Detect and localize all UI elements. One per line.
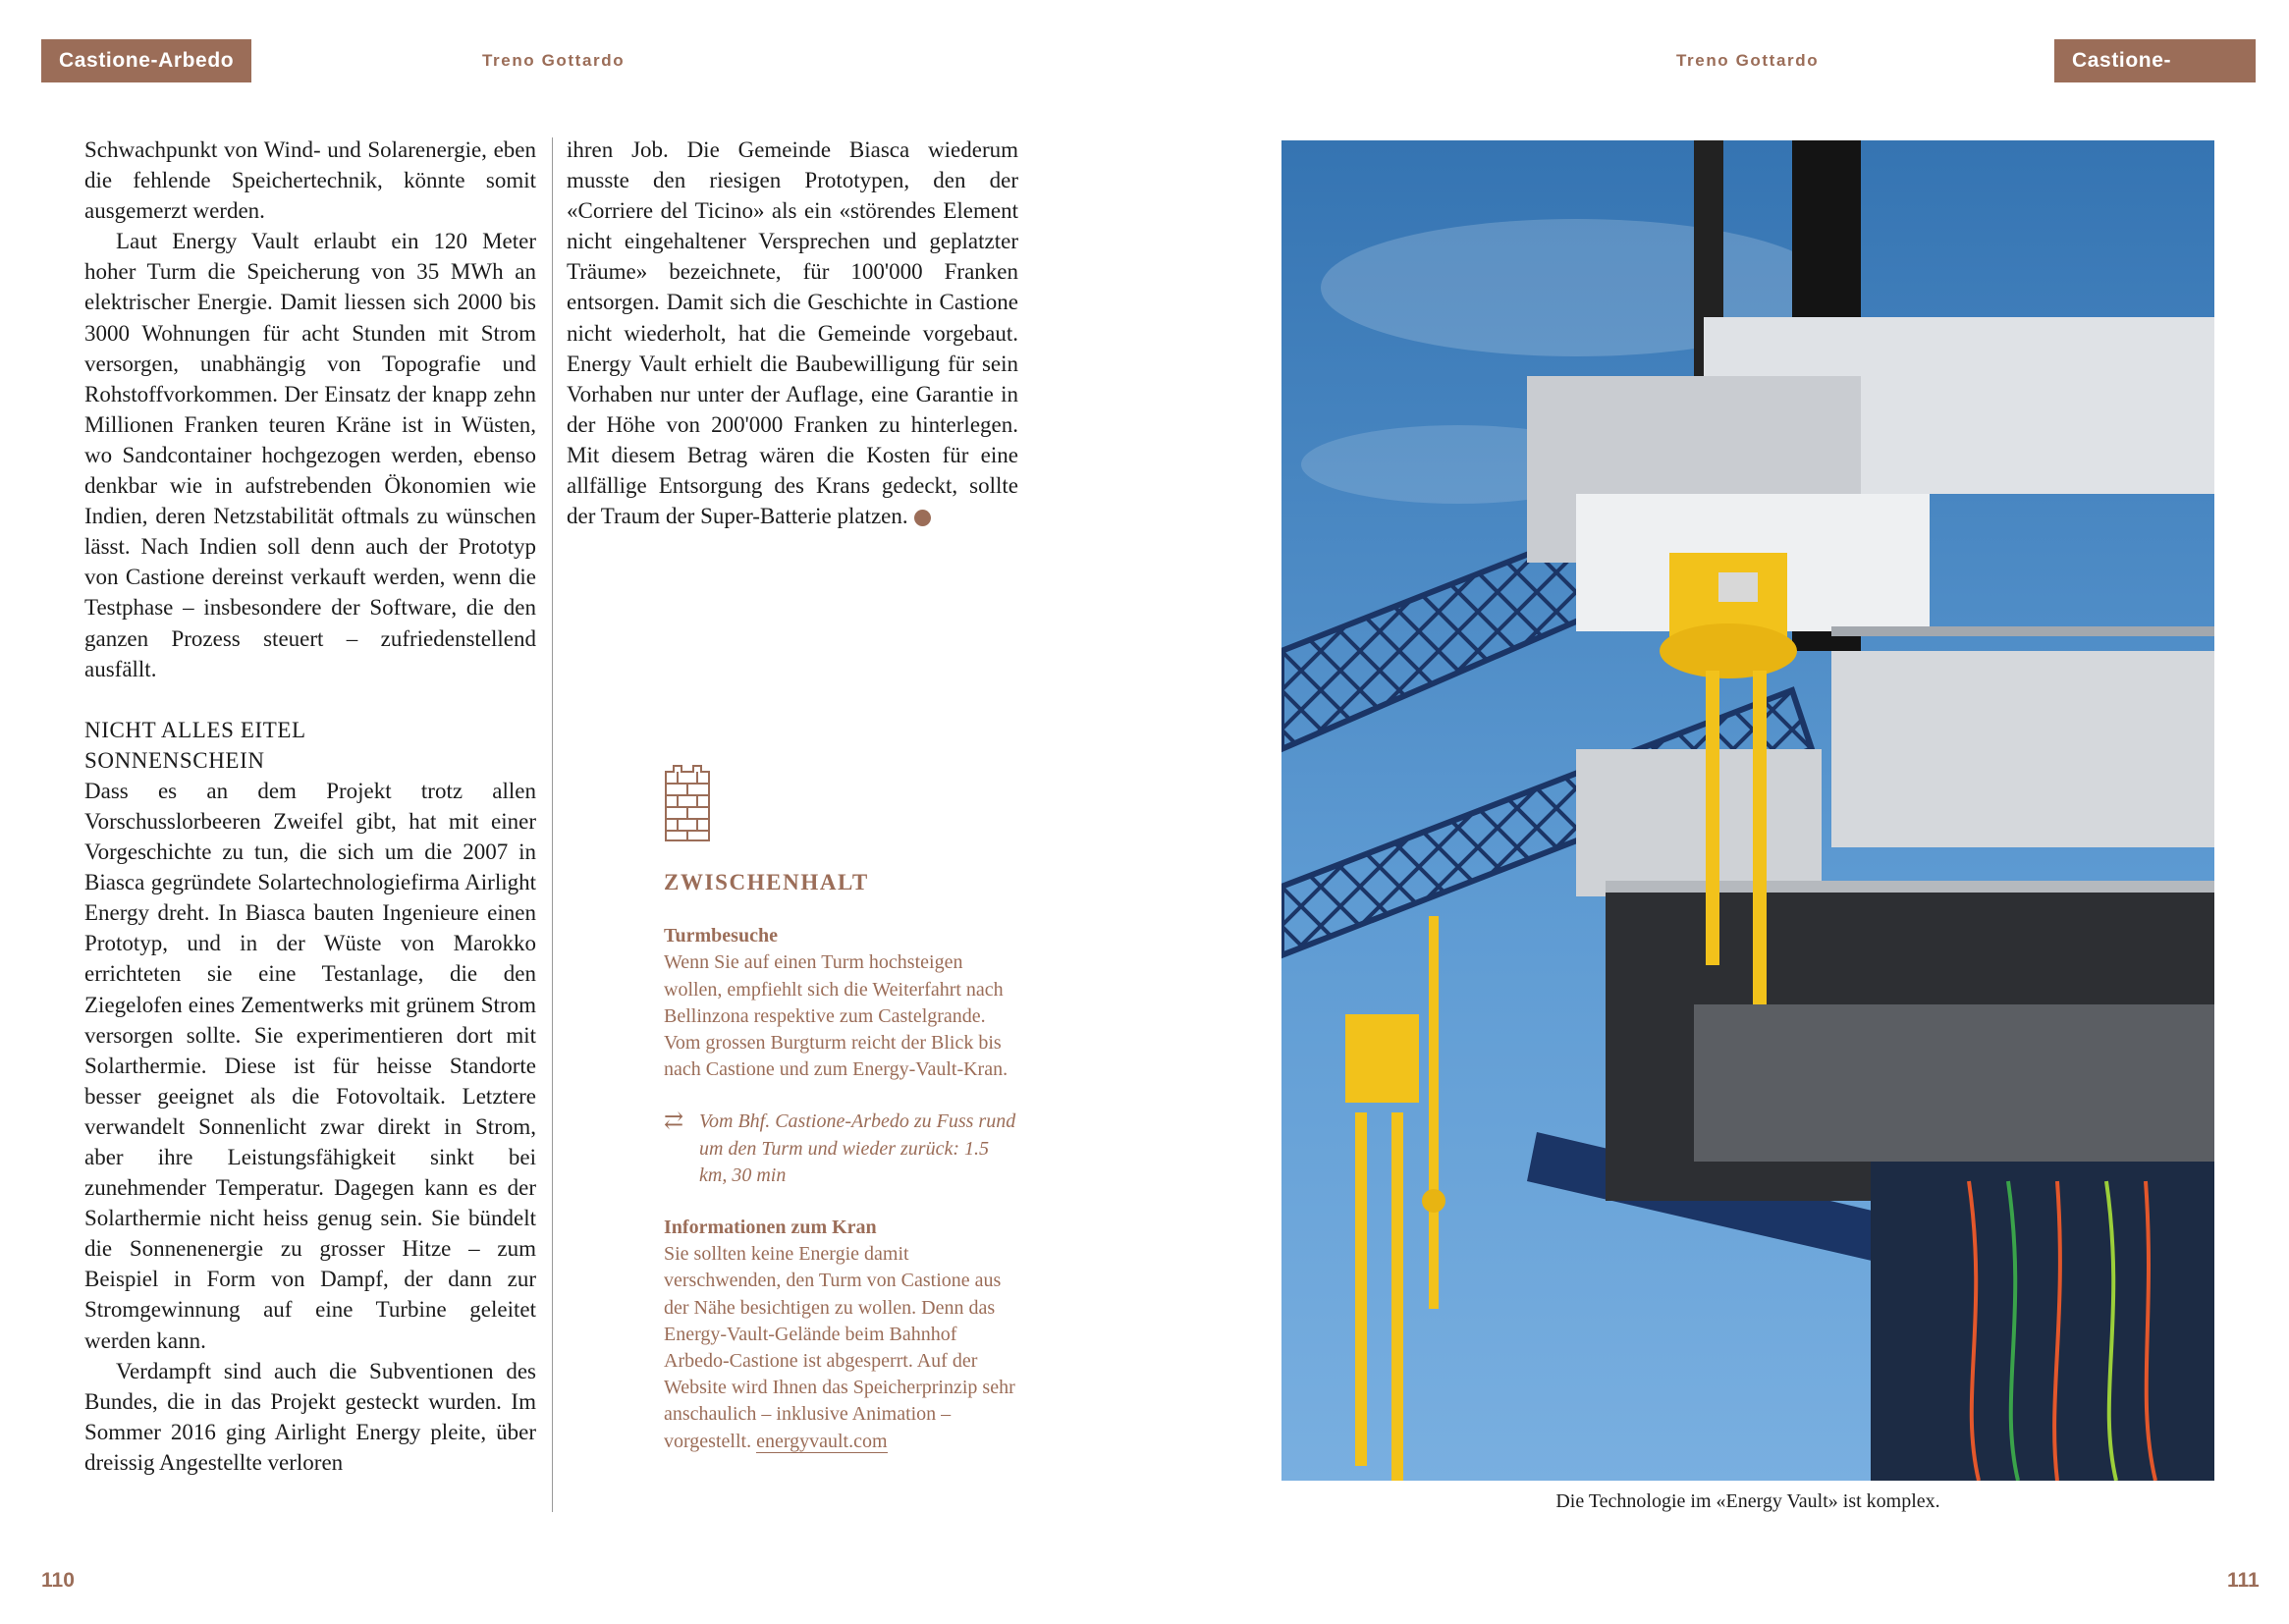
sidebar-zwischenhalt: [664, 869, 1021, 1455]
end-mark-icon: [914, 510, 931, 526]
running-head-right: Treno Gottardo: [1676, 51, 1820, 70]
sidebar-title: ZWISCHENHALT: [664, 870, 869, 894]
paragraph: Verdampft sind auch die Subventionen des Bundes, die in das Projekt gesteckt wurden. Im Sommer 2016 ging Airlight Energy pleite, über dreissig Angestellte verloren: [84, 1358, 536, 1475]
paragraph: Dass es an dem Projekt trotz allen Vorschusslorbeeren Zweifel gibt, hat mit einer Vorgeschichte zu tun, die sich um die 2007 in Biasca gegründete Solartechnologiefirma Airlight Energy dreht. In Biasca bauten Ingenieure einen Prototyp, und in der Wüste von Marokko errichteten sie eine Testanlage, die den Ziegelofen eines Zementwerks mit grünem Strom versorgen sollte. Sie experimentieren dort mit Solarthermie. Diese ist für heisse Standorte besser geeignet als die Fotovoltaik. Letztere verwandelt Sonnenlicht zwar direkt in Strom, aber ihre Leistungsfähigkeit sinkt bei zunehmender Temperatur. Dagegen kann es der Solarthermie nicht heiss genug sein. Sie bündelt die Sonnenenergie zu grosser Hitze – zum Beispiel in Form von Dampf, der dann zur Stromgewinnung auf eine Turbine geleitet werden kann.: [84, 778, 536, 1353]
section-heading-line: SONNENSCHEIN: [84, 747, 265, 773]
section-heading: [84, 715, 536, 776]
section-heading-line: NICHT ALLES EITEL: [84, 717, 306, 742]
sidebar-subheading: Informationen zum Kran: [664, 1217, 877, 1239]
paragraph-text: ihren Job. Die Gemeinde Biasca wiederum musste den riesigen Prototypen, den der «Corriere del Ticino» als ein «störendes Element nicht eingehaltener Versprechen und geplatzter Träume» bezeichnete, für 100'000 Franken entsorgen. Damit sich die Geschichte in Castione nicht wiederholt, hat die Gemeinde vorgebaut. Energy Vault erhielt die Baubewilligung für sein Vorhaben nur unter der Auflage, eine Garantie in der Höhe von 200'000 Franken zu hinterlegen. Mit diesem Betrag wären die Kosten für eine allfällige Entsorgung des Krans gedeckt, sollte der Traum der Super-Batterie platzen.: [567, 137, 1018, 529]
section-tag-left: Castione-Arbedo: [41, 39, 251, 82]
paragraph: [567, 135, 1018, 531]
sidebar-text: Wenn Sie auf einen Turm hochsteigen wollen, empfiehlt sich die Weiterfahrt nach Bellinzona respektive zum Castelgrande. Vom grossen Burgturm reicht der Blick bis nach Castione und zum Energy-Vault-Kran.: [664, 951, 1008, 1081]
crane-photo: [1281, 140, 2214, 1481]
website-link[interactable]: energyvault.com: [756, 1430, 888, 1452]
page-number-left: 110: [41, 1569, 75, 1592]
sidebar-subheading: Turmbesuche: [664, 925, 778, 947]
column-divider: [552, 137, 553, 1512]
tower-icon-svg: [664, 764, 711, 842]
sidebar-text-body: Sie sollten keine Energie damit verschwenden, den Turm von Castione aus der Nähe besichtigen zu wollen. Denn das Energy-Vault-Gelände beim Bahnhof Arbedo-Castione ist abgesperrt. Auf der Website wird Ihnen das Speicherprinzip sehr anschaulich – inklusive Animation – vorgestellt.: [664, 1243, 1015, 1452]
sidebar-text: [664, 1241, 1021, 1455]
text-column-1: [84, 135, 536, 1478]
route-text: Vom Bhf. Castione-Arbedo zu Fuss rund um den Turm und wieder zurück: 1.5 km, 30 min: [699, 1110, 1016, 1186]
text-column-2: [567, 135, 1018, 531]
running-head-left: Treno Gottardo: [482, 51, 626, 70]
section-tag-right: Castione-Arbedo: [2054, 39, 2256, 82]
route-info: [664, 1109, 1021, 1189]
route-arrows-icon: ⇄: [664, 1109, 684, 1135]
page-number-right: 111: [2227, 1569, 2260, 1592]
paragraph: Laut Energy Vault erlaubt ein 120 Meter hoher Turm die Speicherung von 35 MWh an elektrischer Energie. Damit liessen sich 2000 bis 3000 Wohnungen für acht Stunden mit Strom versorgen, unabhängig von Topografie und Rohstoffvorkommen. Der Einsatz der knapp zehn Millionen Franken teuren Kräne ist in Wüsten, wo Sandcontainer hochgezogen werden, ebenso denkbar wie in aufstrebenden Ökonomien wie Indien, deren Netzstabilität oftmals zu wünschen lässt. Nach Indien soll denn auch der Prototyp von Castione dereinst verkauft werden, wenn die Testphase – insbesondere der Software, die den ganzen Prozess steuert – zufriedenstellend ausfällt.: [84, 229, 536, 681]
tower-icon: [664, 764, 711, 847]
paragraph: Schwachpunkt von Wind- und Solarenergie, eben die fehlende Speichertechnik, könnte somit ausgemerzt werden.: [84, 137, 536, 224]
crane-illustration: [1281, 140, 2214, 1481]
photo-caption: Die Technologie im «Energy Vault» ist komplex.: [1555, 1490, 1940, 1512]
